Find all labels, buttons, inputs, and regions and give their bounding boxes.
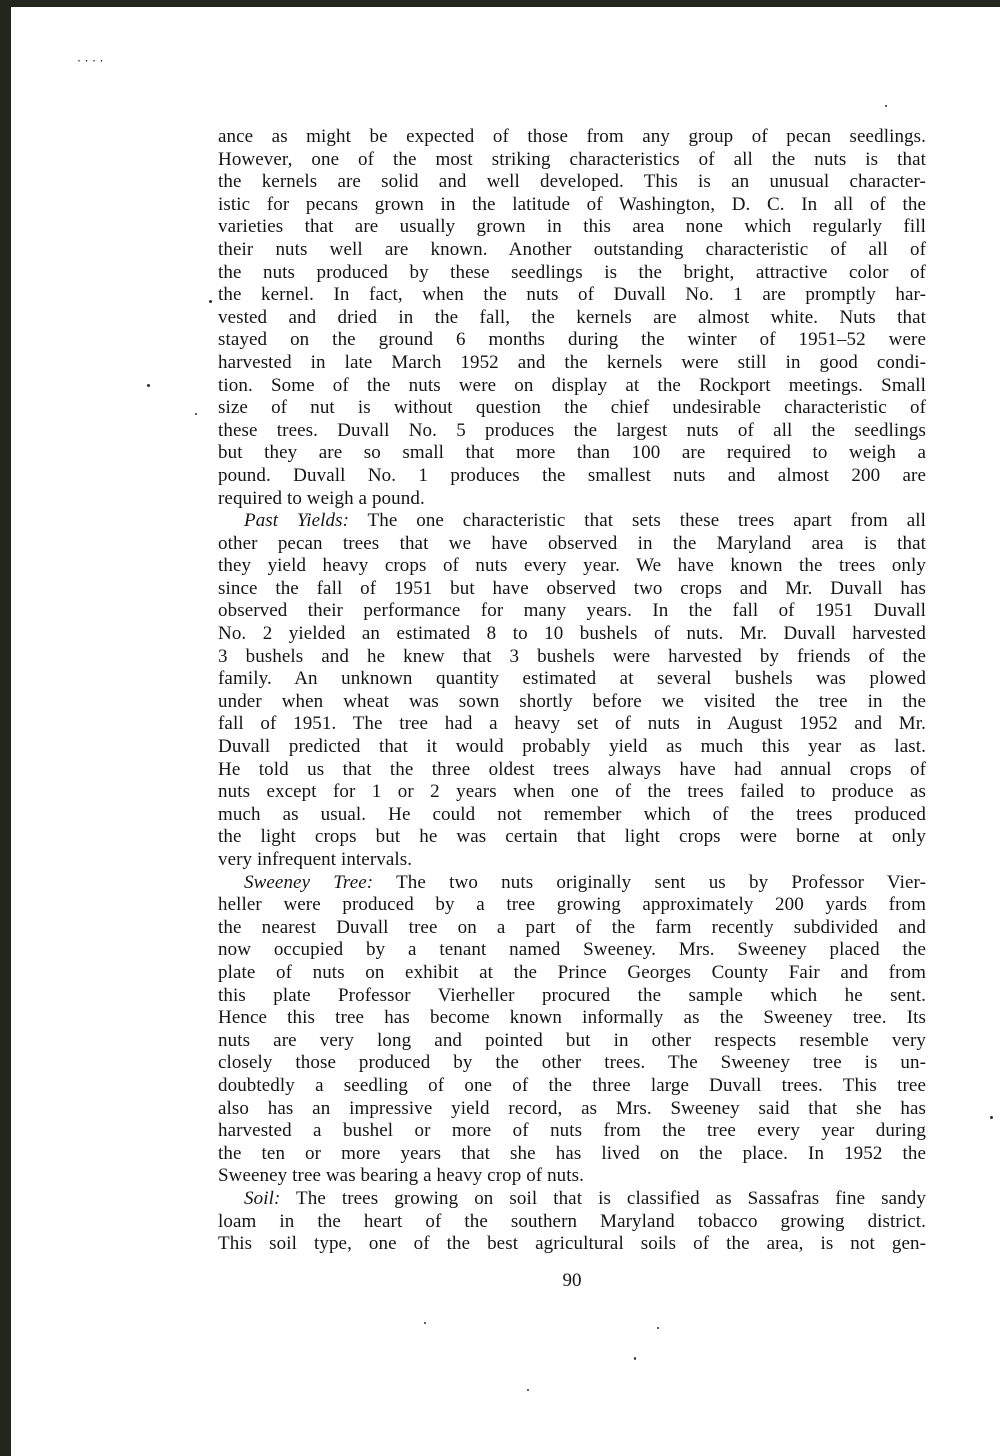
text-line: closely those produced by the other trees. The Sweeney tree is un-: [218, 1052, 926, 1074]
text-line: Past Yields: The one characteristic that sets these trees apart from all: [244, 510, 926, 532]
paragraph-lead: Past Yields:: [244, 510, 350, 532]
text-line: Hence this tree has become known informally as the Sweeney tree. Its: [218, 1007, 926, 1029]
text-line: pound. Duvall No. 1 produces the smallest nuts and almost 200 are: [218, 464, 926, 486]
text-line: the kernel. In fact, when the nuts of Duvall No. 1 are promptly har-: [218, 284, 926, 306]
text-block: [218, 126, 926, 1256]
text-line: they yield heavy crops of nuts every year. We have known the trees only: [218, 555, 926, 577]
text-line: plate of nuts on exhibit at the Prince Georges County Fair and from: [218, 961, 926, 983]
text-line: However, one of the most striking characteristics of all the nuts is that: [218, 148, 926, 170]
margin-mark: ····: [76, 56, 107, 67]
text-line: fall of 1951. The tree had a heavy set of nuts in August 1952 and Mr.: [218, 713, 926, 735]
scan-speck: [885, 105, 887, 107]
text-line: the light crops but he was certain that light crops were borne at only: [218, 826, 926, 848]
page-number: 90: [562, 1270, 582, 1291]
scan-edge-top: [0, 0, 1000, 7]
text-line: doubtedly a seedling of one of the three large Duvall trees. This tree: [218, 1074, 926, 1096]
scan-speck: [424, 1322, 426, 1324]
text-line: 3 bushels and he knew that 3 bushels were harvested by friends of the: [218, 645, 926, 667]
text-line: Duvall predicted that it would probably yield as much this year as last.: [218, 736, 926, 758]
text-line: the nuts produced by these seedlings is the bright, attractive color of: [218, 261, 926, 283]
text-line: the nearest Duvall tree on a part of the farm recently subdivided and: [218, 916, 926, 938]
scan-edge-left: [0, 0, 11, 1456]
text-line: Sweeney tree was bearing a heavy crop of nuts.: [218, 1165, 584, 1187]
text-line: Soil: The trees growing on soil that is classified as Sassafras fine sandy: [244, 1187, 926, 1209]
scan-speck: [195, 413, 197, 415]
text-line: family. An unknown quantity estimated at several bushels was plowed: [218, 668, 926, 690]
text-line: harvested a bushel or more of nuts from the tree every year during: [218, 1120, 926, 1142]
scan-speck: [147, 384, 150, 387]
text-line: size of nut is without question the chief undesirable characteristic of: [218, 397, 926, 419]
text-line: under when wheat was sown shortly before we visited the tree in the: [218, 690, 926, 712]
text-line: tion. Some of the nuts were on display at the Rockport meetings. Small: [218, 374, 926, 396]
text-line: observed their performance for many years. In the fall of 1951 Duvall: [218, 600, 926, 622]
text-line: harvested in late March 1952 and the kernels were still in good condi-: [218, 351, 926, 373]
text-line: the ten or more years that she has lived on the place. In 1952 the: [218, 1142, 926, 1164]
text-line: these trees. Duvall No. 5 produces the largest nuts of all the seedlings: [218, 419, 926, 441]
scan-speck: [990, 1116, 993, 1119]
text-line: but they are so small that more than 100 are required to weigh a: [218, 442, 926, 464]
scan-speck: [634, 1357, 636, 1360]
text-line: vested and dried in the fall, the kernels are almost white. Nuts that: [218, 306, 926, 328]
text-line: ance as might be expected of those from any group of pecan seedlings.: [218, 126, 926, 147]
text-line: very infrequent intervals.: [218, 849, 413, 870]
text-line: This soil type, one of the best agricultural soils of the area, is not gen-: [218, 1233, 926, 1255]
text-line: heller were produced by a tree growing approximately 200 yards from: [218, 894, 926, 916]
text-line: also has an impressive yield record, as Mrs. Sweeney said that she has: [218, 1097, 926, 1119]
text-line: Sweeney Tree: The two nuts originally sent us by Professor Vier-: [244, 871, 926, 893]
text-line: the kernels are solid and well developed. This is an unusual character-: [218, 171, 926, 193]
scan-speck: [657, 1327, 659, 1329]
text-line: since the fall of 1951 but have observed two crops and Mr. Duvall has: [218, 577, 926, 599]
paragraph-lead: Soil:: [244, 1187, 281, 1209]
text-line: istic for pecans grown in the latitude of Washington, D. C. In all of the: [218, 193, 926, 215]
text-line: required to weigh a pound.: [218, 487, 425, 509]
text-line: their nuts well are known. Another outstanding characteristic of all of: [218, 238, 926, 260]
text-line: nuts are very long and pointed but in other respects resemble very: [218, 1029, 926, 1051]
text-line: varieties that are usually grown in this area none which regularly fill: [218, 216, 926, 238]
text-line: much as usual. He could not remember which of the trees produced: [218, 803, 926, 825]
text-line: He told us that the three oldest trees always have had annual crops of: [218, 758, 926, 780]
text-line: this plate Professor Vierheller procured the sample which he sent.: [218, 984, 926, 1006]
text-line: stayed on the ground 6 months during the winter of 1951–52 were: [218, 329, 926, 351]
scan-speck: [527, 1389, 529, 1391]
text-line: now occupied by a tenant named Sweeney. Mrs. Sweeney placed the: [218, 939, 926, 961]
text-line: loam in the heart of the southern Maryland tobacco growing district.: [218, 1210, 926, 1232]
text-line: nuts except for 1 or 2 years when one of the trees failed to produce as: [218, 781, 926, 803]
text-line: other pecan trees that we have observed in the Maryland area is that: [218, 532, 926, 554]
text-line: No. 2 yielded an estimated 8 to 10 bushels of nuts. Mr. Duvall harvested: [218, 623, 926, 645]
paragraph-lead: Sweeney Tree:: [244, 871, 374, 893]
scan-speck: [209, 300, 212, 303]
